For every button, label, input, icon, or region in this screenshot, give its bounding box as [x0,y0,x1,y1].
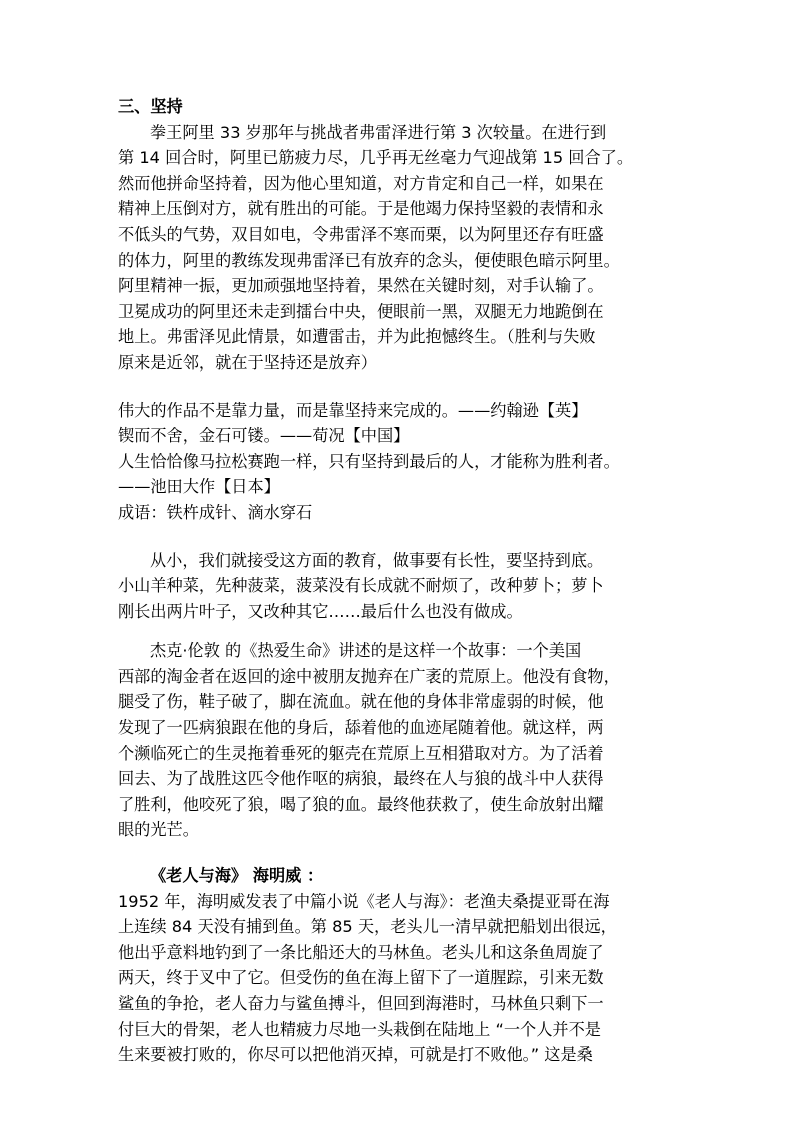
paragraph-line: 他出乎意料地钓到了一条比船还大的马林鱼。老头儿和这条鱼周旋了 [118,942,604,962]
quote-line: 伟大的作品不是靠力量，而是靠坚持来完成的。——约翰逊【英】 [118,400,588,420]
spacer [118,843,678,863]
spacer [118,624,678,638]
quote-line: ——池田大作【日本】 [118,477,280,497]
paragraph-line: 第 14 回合时，阿里已筋疲力尽，几乎再无丝毫力气迎战第 15 回合了。 [118,148,634,168]
paragraph-line: 然而他拼命坚持着，因为他心里知道，对方肯定和自己一样，如果在 [118,173,604,193]
paragraph-line: 杰克·伦敦 的《热爱生命》讲述的是这样一个故事：一个美国 [150,641,582,661]
jack-london-paragraph [118,638,678,843]
childhood-paragraph [118,548,678,625]
paragraph-line: 腿受了伤，鞋子破了，脚在流血。就在他的身体非常虚弱的时候，他 [118,692,604,712]
paragraph-line: 原来是近邻，就在于坚持还是放弃） [118,352,377,372]
paragraph-line: 西部的淘金者在返回的途中被朋友抛弃在广袤的荒原上。他没有食物， [118,666,620,686]
spacer [118,376,678,398]
paragraph-line: 刚长出两片叶子，又改种其它……最后什么也没有做成。 [118,601,523,621]
paragraph-line: 回去、为了战胜这匹令他作呕的病狼，最终在人与狼的战斗中人获得 [118,769,604,789]
paragraph-line: 拳王阿里 33 岁那年与挑战者弗雷泽进行第 3 次较量。在进行到 [150,122,607,142]
paragraph-line: 鲨鱼的争抢，老人奋力与鲨鱼搏斗，但回到海港时，马林鱼只剩下一 [118,994,604,1013]
paragraph-line: 付巨大的骨架，老人也精疲力尽地一头栽倒在陆地上 “一个人并不是 [118,1019,601,1039]
ali-paragraph [118,120,678,376]
hemingway-paragraph [118,889,678,1068]
paragraph-line: 不低头的气势，双目如电，令弗雷泽不寒而栗，以为阿里还存有旺盛 [118,224,604,244]
paragraph-line: 阿里精神一振，更加顽强地坚持着，果然在关键时刻，对手认输了。 [118,276,604,296]
paragraph-line: 1952 年，海明威发表了中篇小说《老人与海》：老渔夫桑提亚哥在海 [118,891,610,911]
spacer [118,526,678,548]
quotes-block [118,398,678,526]
paragraph-line: 生来要被打败的，你尽可以把他消灭掉，可就是打不败他。” 这是桑 [118,1045,593,1065]
paragraph-line: 两天，终于叉中了它。但受伤的鱼在海上留下了一道腥踪，引来无数 [118,968,604,988]
paragraph-line: 小山羊种菜，先种菠菜，菠菜没有长成就不耐烦了，改种萝卜；萝卜 [118,576,604,596]
paragraph-line: 上连续 84 天没有捕到鱼。第 85 天，老头儿一清早就把船划出很远， [118,917,617,937]
paragraph-line: 地上。弗雷泽见此情景，如遭雷击，并为此抱憾终生。（胜利与失败 [118,327,596,347]
quote-line: 锲而不舍，金石可镂。——荀况【中国】 [118,426,410,446]
paragraph-line: 发现了一匹病狼跟在他的身后，舔着他的血迹尾随着他。就这样，两 [118,718,604,738]
paragraph-line: 从小，我们就接受这方面的教育，做事要有长性，要坚持到底。 [150,550,604,570]
paragraph-line: 个濒临死亡的生灵拖着垂死的躯壳在荒原上互相猎取对方。为了活着 [118,743,604,763]
paragraph-line: 眼的光芒。 [118,820,199,840]
paragraph-line: 精神上压倒对方，就有胜出的可能。于是他竭力保持坚毅的表情和永 [118,199,604,219]
document-body [118,94,678,1068]
paragraph-line: 卫冕成功的阿里还未走到擂台中央，便眼前一黑，双腿无力地跪倒在 [118,301,604,321]
paragraph-line: 了胜利，他咬死了狼，喝了狼的血。最终他获救了，使生命放射出耀 [118,794,604,814]
book-heading: 《老人与海》 海明威 ： [150,866,324,886]
idiom-line: 成语：铁杵成针、滴水穿石 [118,502,313,522]
paragraph-line: 的体力，阿里的教练发现弗雷泽已有放弃的念头，便使眼色暗示阿里。 [118,250,620,270]
section-heading: 三、坚持 [118,97,183,116]
quote-line: 人生恰恰像马拉松赛跑一样，只有坚持到最后的人，才能称为胜利者。 [118,451,620,471]
